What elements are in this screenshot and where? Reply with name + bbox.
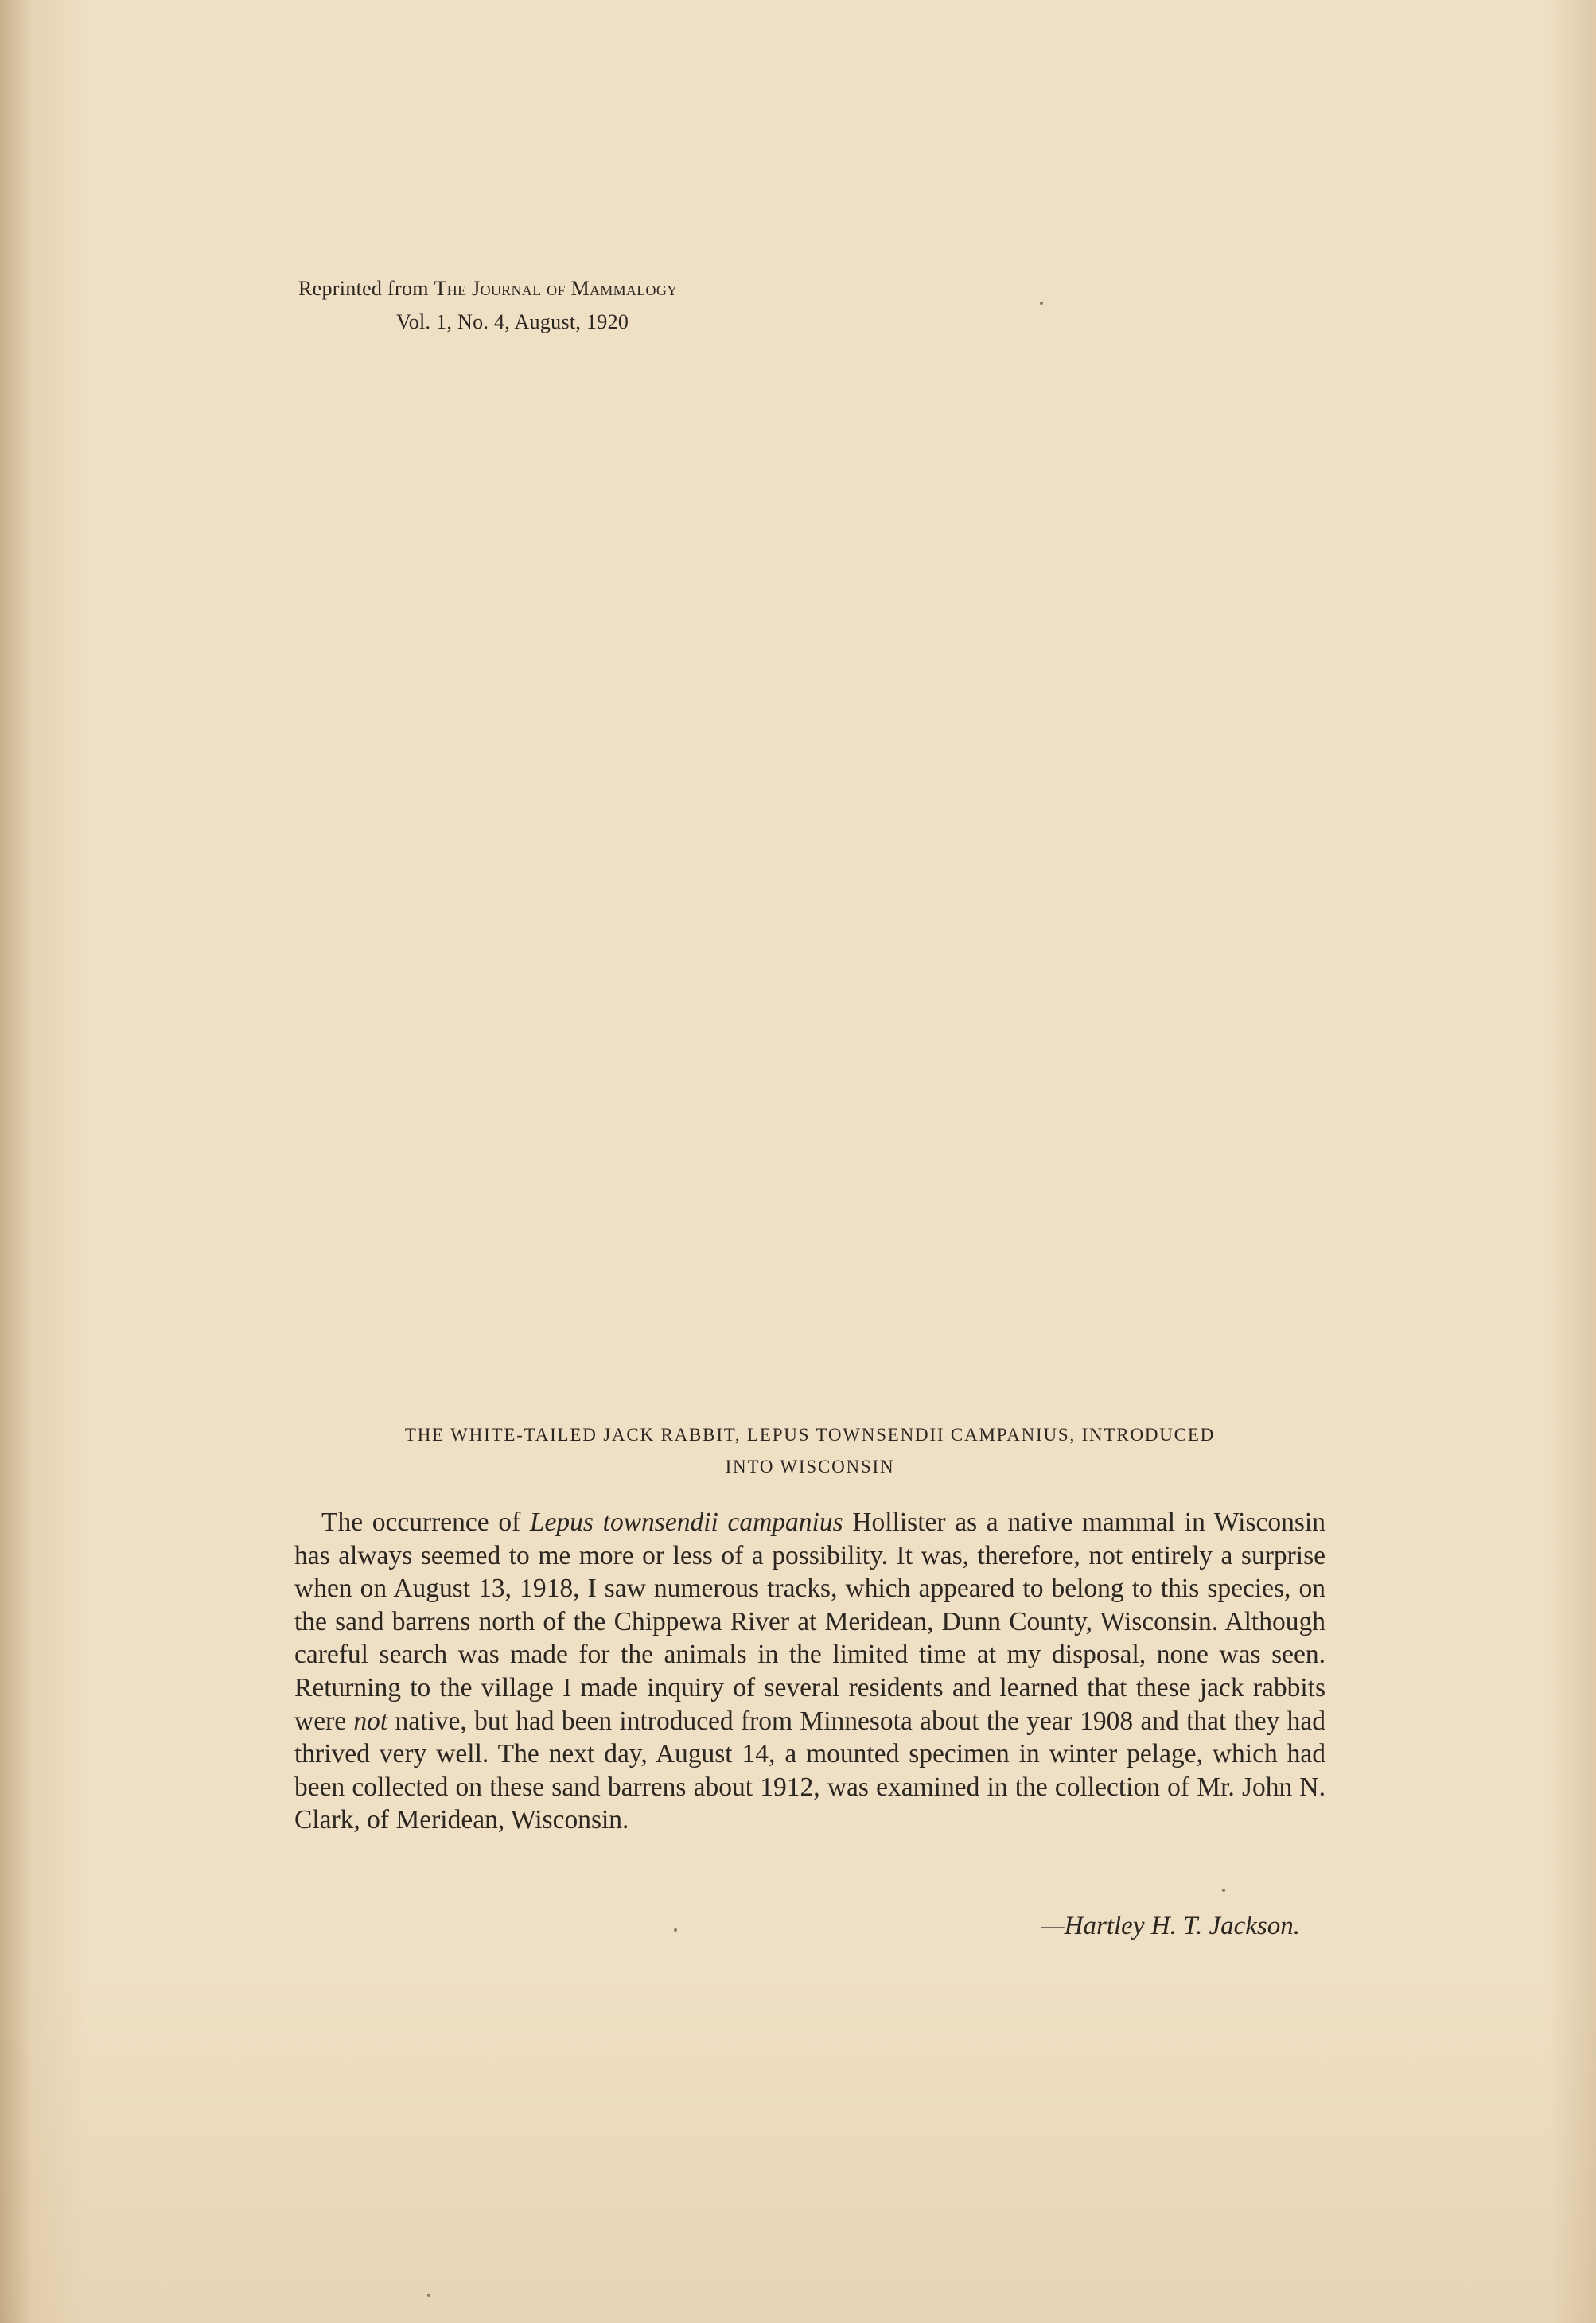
paper-speck xyxy=(427,2294,430,2297)
emphasis-word: not xyxy=(353,1706,388,1736)
paper-speck xyxy=(674,1928,677,1932)
paper-speck xyxy=(1040,302,1043,305)
article-title-line-1: THE WHITE-TAILED JACK RABBIT, LEPUS TOWNSENDII CAMPANIUS, INTRODUCED xyxy=(404,1425,1216,1445)
journal-name: The Journal of Mammalogy xyxy=(434,277,678,300)
article-title xyxy=(294,1419,1325,1483)
reprint-notice xyxy=(298,272,677,339)
volume-line: Vol. 1, No. 4, August, 1920 xyxy=(396,310,629,333)
body-part-2: Hollister as a native mammal in Wisconsin has always seemed to me more or less of a possibility. It was, therefore, not entirely a surprise when on August 13, 1918, I saw numerous tracks, which appeared to belong to this species, on the sand barrens north of the Chippewa River at Meridean, Dunn County, Wisconsin. Although careful search was made for the animals in the limited time at my disposal, none was seen. Returning to the village I made inquiry of several residents and learned that these jack rabbits were xyxy=(294,1508,1325,1736)
species-name: Lepus townsendii campanius xyxy=(529,1508,843,1537)
body-part-3: native, but had been introduced from Minnesota about the year 1908 and that they had thrived very well. The next day, August 14, a mounted specimen in winter pelage, which had been collected on these sand barrens about 1912, was examined in the collection of Mr. John N. Clark, of Meridean, Wisconsin. xyxy=(294,1706,1325,1835)
reprint-source-line xyxy=(298,272,677,305)
body-part-1: The occurrence of xyxy=(321,1508,530,1537)
reprint-prefix: Reprinted from xyxy=(298,277,429,300)
article-body xyxy=(294,1506,1325,1837)
paper-speck xyxy=(1222,1889,1225,1892)
author-signature: —Hartley H. T. Jackson. xyxy=(1041,1912,1300,1940)
article-title-line-2: INTO WISCONSIN xyxy=(725,1457,895,1477)
